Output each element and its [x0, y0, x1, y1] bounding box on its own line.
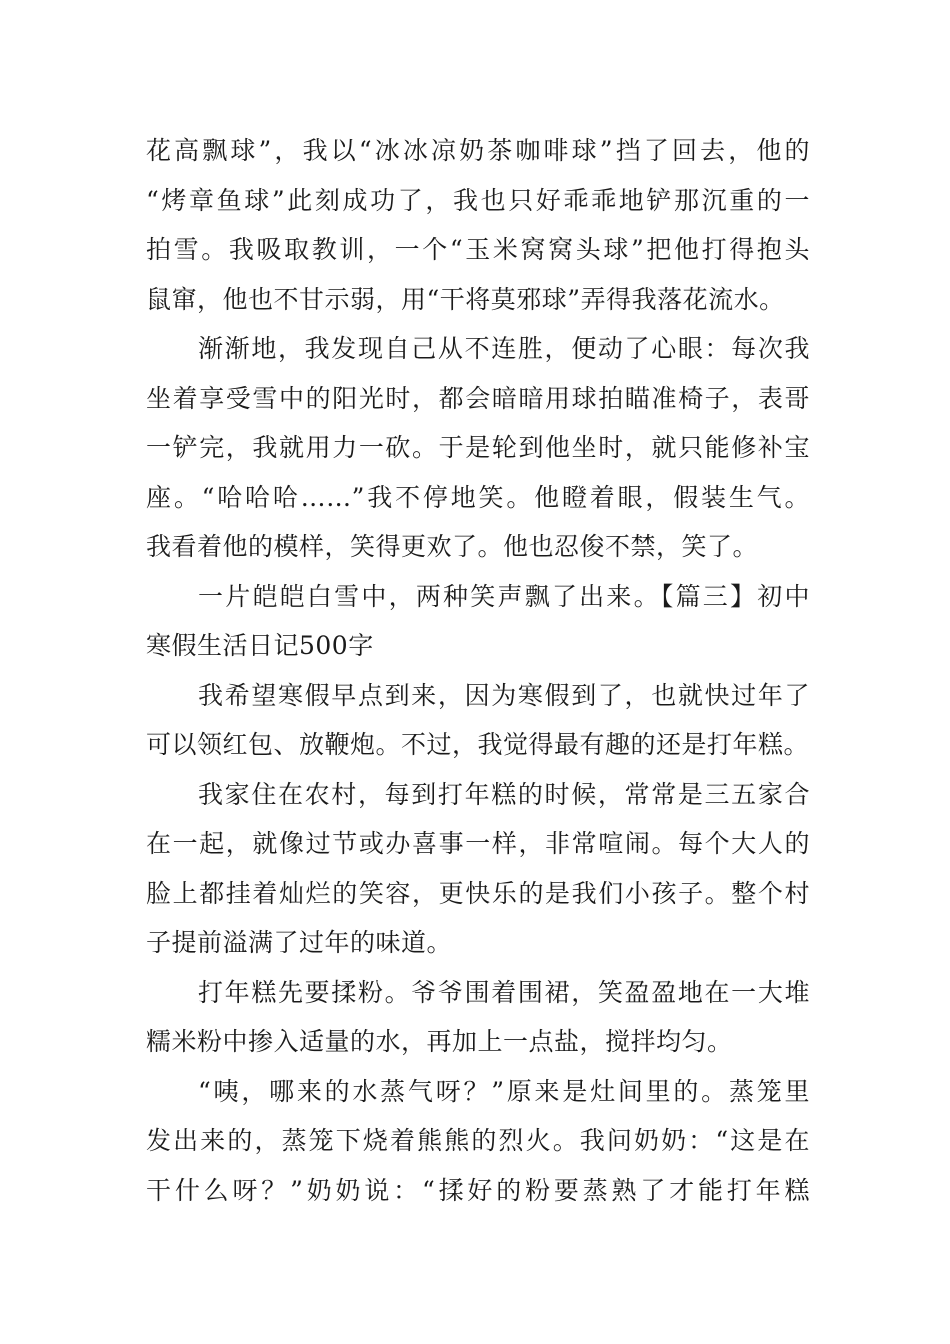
text-line: 干什么呀？”奶奶说：“揉好的粉要蒸熟了才能打年糕 — [146, 1175, 810, 1205]
text-line: 在一起，就像过节或办喜事一样，非常喧闹。每个大人的 — [146, 829, 810, 858]
text-line: 座。“哈哈哈……”我不停地笑。他瞪着眼，假装生气。 — [146, 482, 810, 512]
text-line: 花高飘球”，我以“冰冰凉奶茶咖啡球”挡了回去，他的 — [146, 136, 810, 165]
text-line: 可以领红包、放鞭炮。不过，我觉得最有趣的还是打年糕。 — [146, 730, 810, 759]
text-line: 糯米粉中掺入适量的水，再加上一点盐，搅拌均匀。 — [146, 1027, 733, 1056]
text-line: “烤章鱼球”此刻成功了，我也只好乖乖地铲那沉重的一 — [146, 185, 810, 215]
text-line: 寒假生活日记500字 — [146, 631, 374, 660]
text-line: 我希望寒假早点到来，因为寒假到了，也就快过年了 — [198, 680, 810, 710]
text-line: 打年糕先要揉粉。爷爷围着围裙，笑盈盈地在一大堆 — [198, 977, 810, 1007]
text-line: 我家住在农村，每到打年糕的时候，常常是三五家合 — [198, 779, 810, 809]
text-line: “咦，哪来的水蒸气呀？”原来是灶间里的。蒸笼里 — [198, 1076, 810, 1106]
text-line: 我看着他的模样，笑得更欢了。他也忍俊不禁，笑了。 — [146, 532, 759, 561]
text-line: 坐着享受雪中的阳光时，都会暗暗用球拍瞄准椅子，表哥 — [146, 383, 810, 413]
text-line: 鼠窜，他也不甘示弱，用“干将莫邪球”弄得我落花流水。 — [146, 284, 785, 314]
text-line: 发出来的，蒸笼下烧着熊熊的烈火。我问奶奶：“这是在 — [146, 1126, 810, 1155]
document-body — [146, 126, 810, 1215]
text-line: 渐渐地，我发现自己从不连胜，便动了心眼：每次我 — [198, 334, 810, 363]
text-line: 一铲完，我就用力一砍。于是轮到他坐时，就只能修补宝 — [146, 433, 810, 462]
text-line: 拍雪。我吸取教训，一个“玉米窝窝头球”把他打得抱头 — [146, 235, 810, 264]
text-line: 脸上都挂着灿烂的笑容，更快乐的是我们小孩子。整个村 — [146, 878, 810, 908]
text-line: 子提前溢满了过年的味道。 — [146, 928, 453, 957]
text-line: 一片皑皑白雪中，两种笑声飘了出来。【篇三】初中 — [198, 581, 810, 611]
